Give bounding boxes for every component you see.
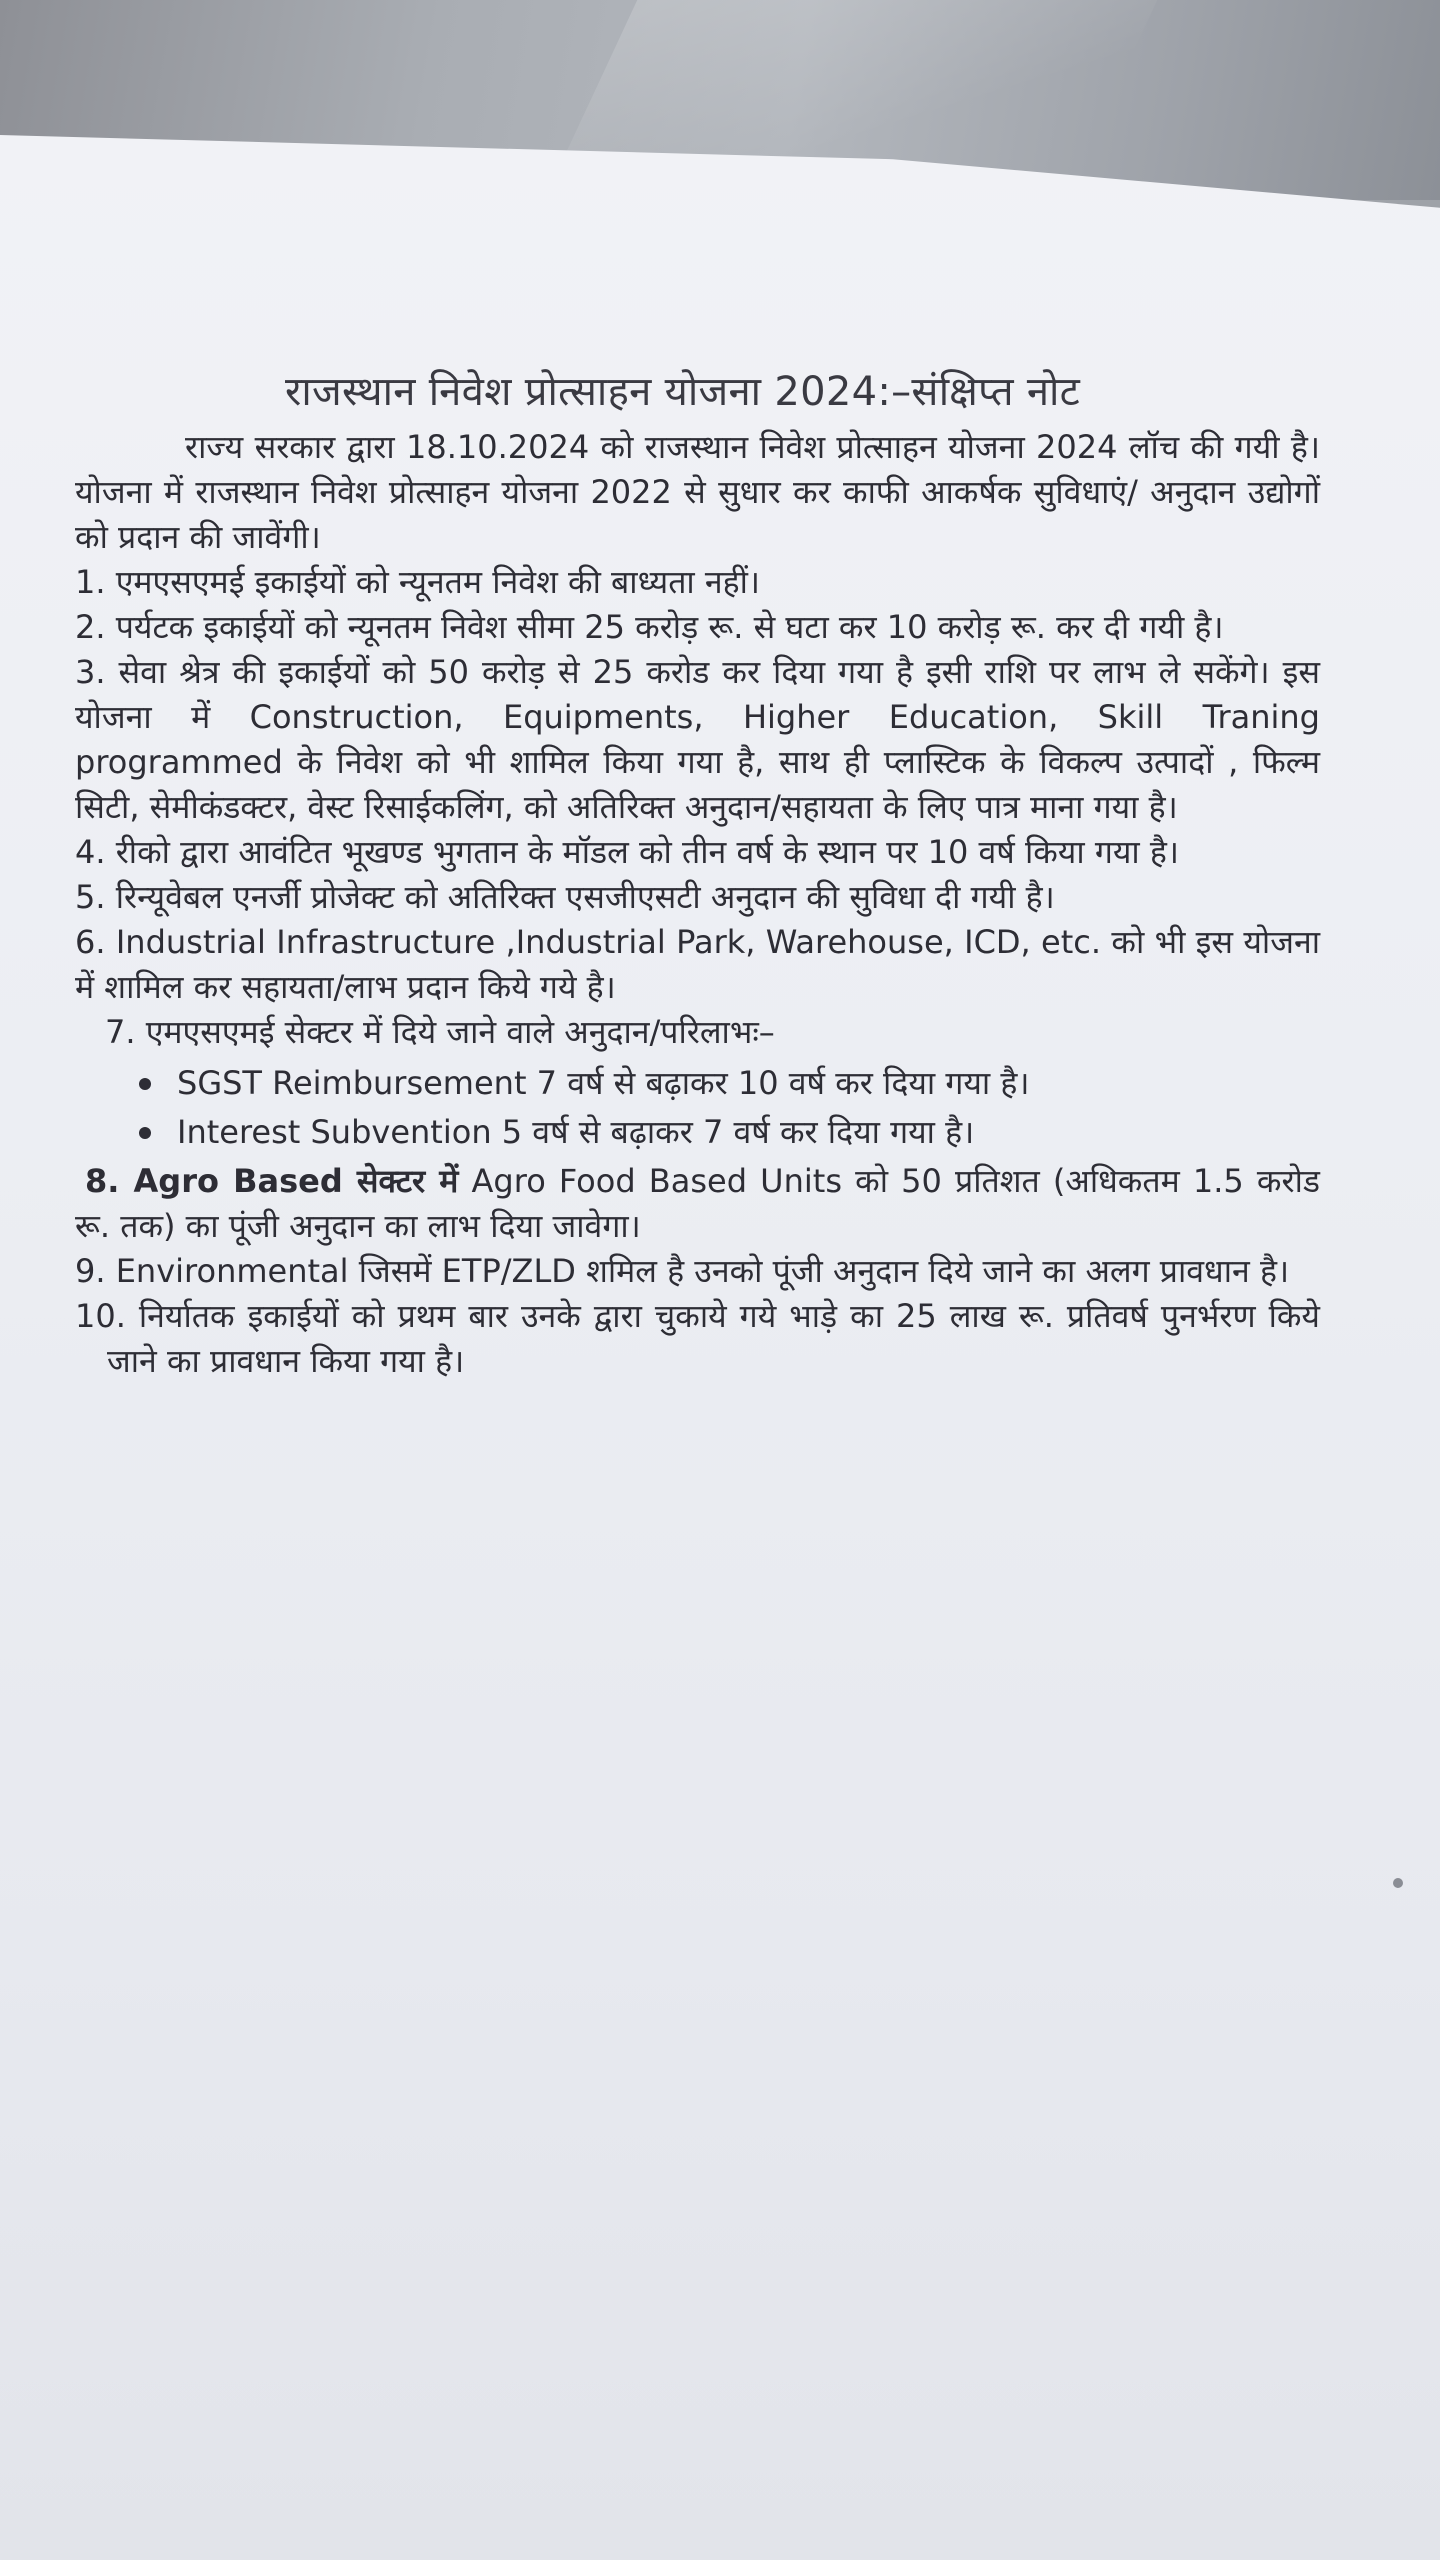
background-fold <box>563 0 1158 160</box>
point-7-bullet-list <box>75 1061 1320 1155</box>
bullet-item-interest: Interest Subvention 5 वर्ष से बढ़ाकर 7 वर्ष कर दिया गया है। <box>135 1110 1320 1155</box>
point-3: 3. सेवा श्रेत्र की इकाईयों को 50 करोड़ से 25 करोड कर दिया गया है इसी राशि पर लाभ ले सकेंगे। इस योजना में Construction, Equipments, Higher Education, Skill Traning programmed के निवेश को भी शामिल किया गया है, साथ ही प्लास्टिक के विकल्प उत्पादों , फिल्म सिटी, सेमीकंडक्टर, वेस्ट रिसाईकलिंग, को अतिरिक्त अनुदान/सहायता के लिए पात्र माना गया है। <box>75 653 1320 826</box>
point-5: 5. रिन्यूवेबल एनर्जी प्रोजेक्ट को अतिरिक्त एसजीएसटी अनुदान की सुविधा दी गयी है। <box>75 878 1055 916</box>
point-8-text: Agro Food Based Units को 50 प्रतिशत (अधिकतम 1.5 करोड रू. तक) का पूंजी अनुदान का लाभ दिया जावेगा। <box>75 1162 1320 1245</box>
point-4: 4. रीको द्वारा आवंटित भूखण्ड भुगतान के मॉडल को तीन वर्ष के स्थान पर 10 वर्ष किया गया है। <box>75 833 1179 871</box>
point-8-bold-label: 8. Agro Based सेक्टर में <box>85 1162 459 1200</box>
point-8 <box>75 1159 1320 1249</box>
paper-speck <box>1393 1878 1403 1888</box>
intro-paragraph: राज्य सरकार द्वारा 18.10.2024 को राजस्थान निवेश प्रोत्साहन योजना 2024 लॉच की गयी है। योजना में राजस्थान निवेश प्रोत्साहन योजना 2022 से सुधार कर काफी आकर्षक सुविधाएं/ अनुदान उद्योगों को प्रदान की जावेंगी। <box>75 428 1320 556</box>
document-title: राजस्थान निवेश प्रोत्साहन योजना 2024:–संक्षिप्त नोट <box>285 368 1081 415</box>
bullet-item-sgst: SGST Reimbursement 7 वर्ष से बढ़ाकर 10 वर्ष कर दिया गया है। <box>135 1061 1320 1106</box>
point-1: 1. एमएसएमई इकाईयों को न्यूनतम निवेश की बाध्यता नहीं। <box>75 563 761 601</box>
point-9: 9. Environmental जिसमें ETP/ZLD शमिल है उनको पूंजी अनुदान दिये जाने का अलग प्रावधान है। <box>75 1252 1290 1290</box>
document-body <box>75 425 1320 1384</box>
point-2: 2. पर्यटक इकाईयों को न्यूनतम निवेश सीमा 25 करोड़ रू. से घटा कर 10 करोड़ रू. कर दी गयी है। <box>75 608 1224 646</box>
point-10: 10. निर्यातक इकाईयों को प्रथम बार उनके द्वारा चुकाये गये भाड़े का 25 लाख रू. प्रतिवर्ष पुनर्भरण किये जाने का प्रावधान किया गया है। <box>75 1297 1320 1380</box>
point-6: 6. Industrial Infrastructure ,Industrial Park, Warehouse, ICD, etc. को भी इस योजना में शामिल कर सहायता/लाभ प्रदान किये गये है। <box>75 923 1320 1006</box>
point-7-heading: 7. एमएसएमई सेक्टर में दिये जाने वाले अनुदान/परिलाभः– <box>105 1013 775 1051</box>
